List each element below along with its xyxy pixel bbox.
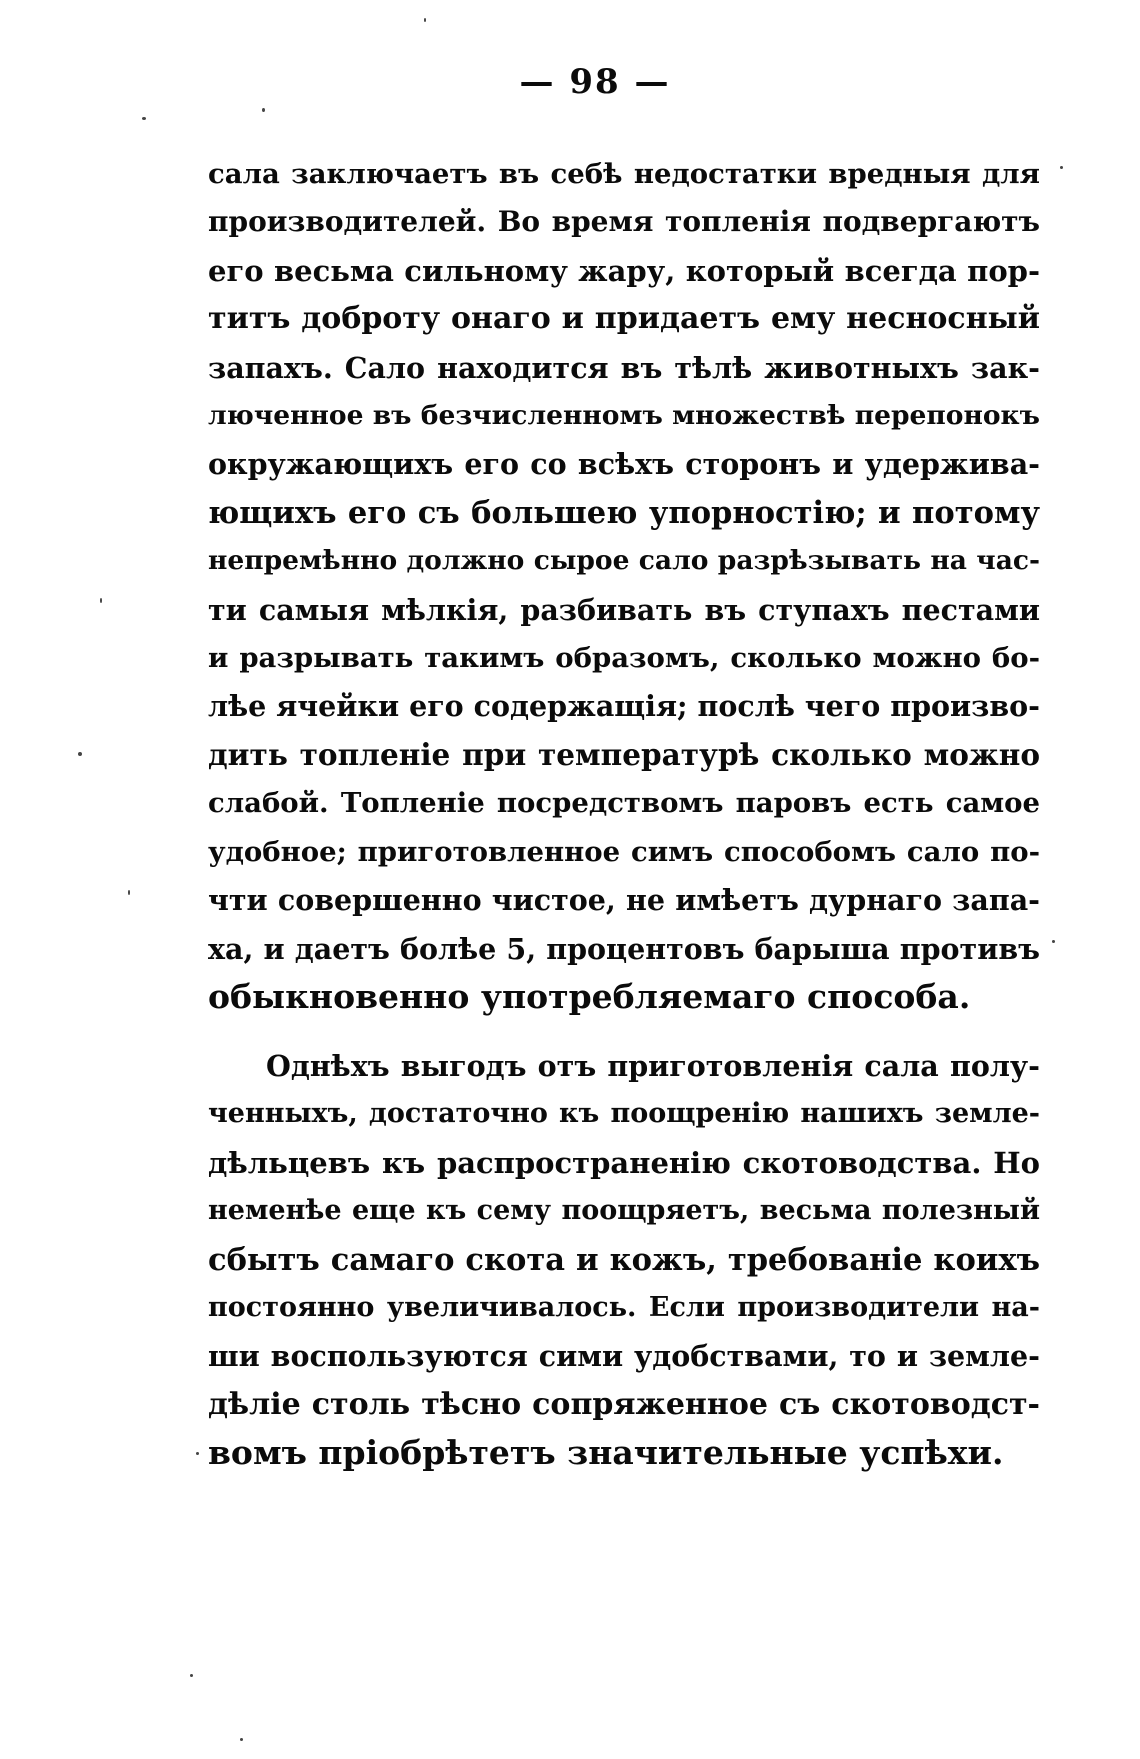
text-line: ха, и даетъ болѣе 5, процентовъ барыша противъ	[208, 931, 1040, 966]
text-line: сала заключаетъ въ себѣ недостатки вредныя для	[208, 158, 1040, 190]
paragraph-2	[208, 1042, 1040, 1478]
text-line: обыкновенно употребляемаго способа.	[208, 976, 971, 1016]
scan-speck	[128, 890, 130, 895]
text-line: ющихъ его съ большею упорностію; и потому	[208, 494, 1040, 531]
text-line: лѣе ячейки его содержащія; послѣ чего произво-	[208, 689, 1040, 724]
page-number: — 98 —	[519, 62, 671, 102]
text-line: неменѣе еще къ сему поощряетъ, весьма полезный	[208, 1195, 1040, 1227]
text-line: дить топленіе при температурѣ сколько можно	[208, 736, 1040, 772]
text-line: запахъ. Сало находится въ тѣлѣ животныхъ зак-	[208, 350, 1040, 385]
text-line: титъ доброту онаго и придаетъ ему несносный	[208, 301, 1040, 337]
text-line: ченныхъ, достаточно къ поощренію нашихъ земле-	[208, 1098, 1040, 1130]
scan-speck	[196, 1452, 199, 1455]
scan-speck	[142, 117, 146, 120]
text-line: вомъ пріобрѣтетъ значительные успѣхи.	[208, 1433, 1004, 1473]
text-line: окружающихъ его со всѣхъ сторонъ и удержива-	[208, 447, 1040, 482]
scan-speck	[424, 18, 426, 22]
text-line: его весьма сильному жару, который всегда пор-	[208, 253, 1040, 288]
text-line: люченное въ безчисленномъ множествѣ перепонокъ	[208, 400, 1040, 432]
text-line: производителей. Во время топленія подвергаютъ	[208, 205, 1040, 239]
text-line: Однѣхъ выгодъ отъ приготовленія сала полу-	[266, 1049, 1040, 1083]
text-line: постоянно увеличивалось. Если производители на-	[208, 1292, 1040, 1324]
text-line: слабой. Топленіе посредствомъ паровъ есть самое	[208, 787, 1040, 820]
text-line: ши воспользуются сими удобствами, то и земле-	[208, 1339, 1040, 1374]
text-line: непремѣнно должно сырое сало разрѣзывать на час-	[208, 545, 1040, 577]
text-line: и разрывать такимъ образомъ, сколько можно бо-	[208, 642, 1040, 675]
text-line: сбытъ самаго скота и кожъ, требованіе коихъ	[208, 1241, 1040, 1278]
text-line: ти самыя мѣлкія, разбивать въ ступахъ пестами	[208, 592, 1040, 627]
scan-speck	[1060, 166, 1063, 169]
text-line: удобное; приготовленное симъ способомъ сало по-	[208, 835, 1040, 868]
text-line: дѣліе столь тѣсно сопряженное съ скотоводст-	[208, 1386, 1040, 1422]
scan-speck	[240, 1738, 243, 1741]
text-line: чти совершенно чистое, не имѣетъ дурнаго запа-	[208, 883, 1040, 918]
paragraph-1	[208, 150, 1040, 1021]
scan-speck	[78, 752, 82, 756]
text-line: дѣльцевъ къ распространенію скотоводства. Но	[208, 1145, 1040, 1180]
scan-speck	[262, 108, 265, 112]
scan-speck	[190, 1674, 193, 1677]
scan-speck	[1052, 940, 1055, 943]
scan-speck	[100, 598, 102, 603]
